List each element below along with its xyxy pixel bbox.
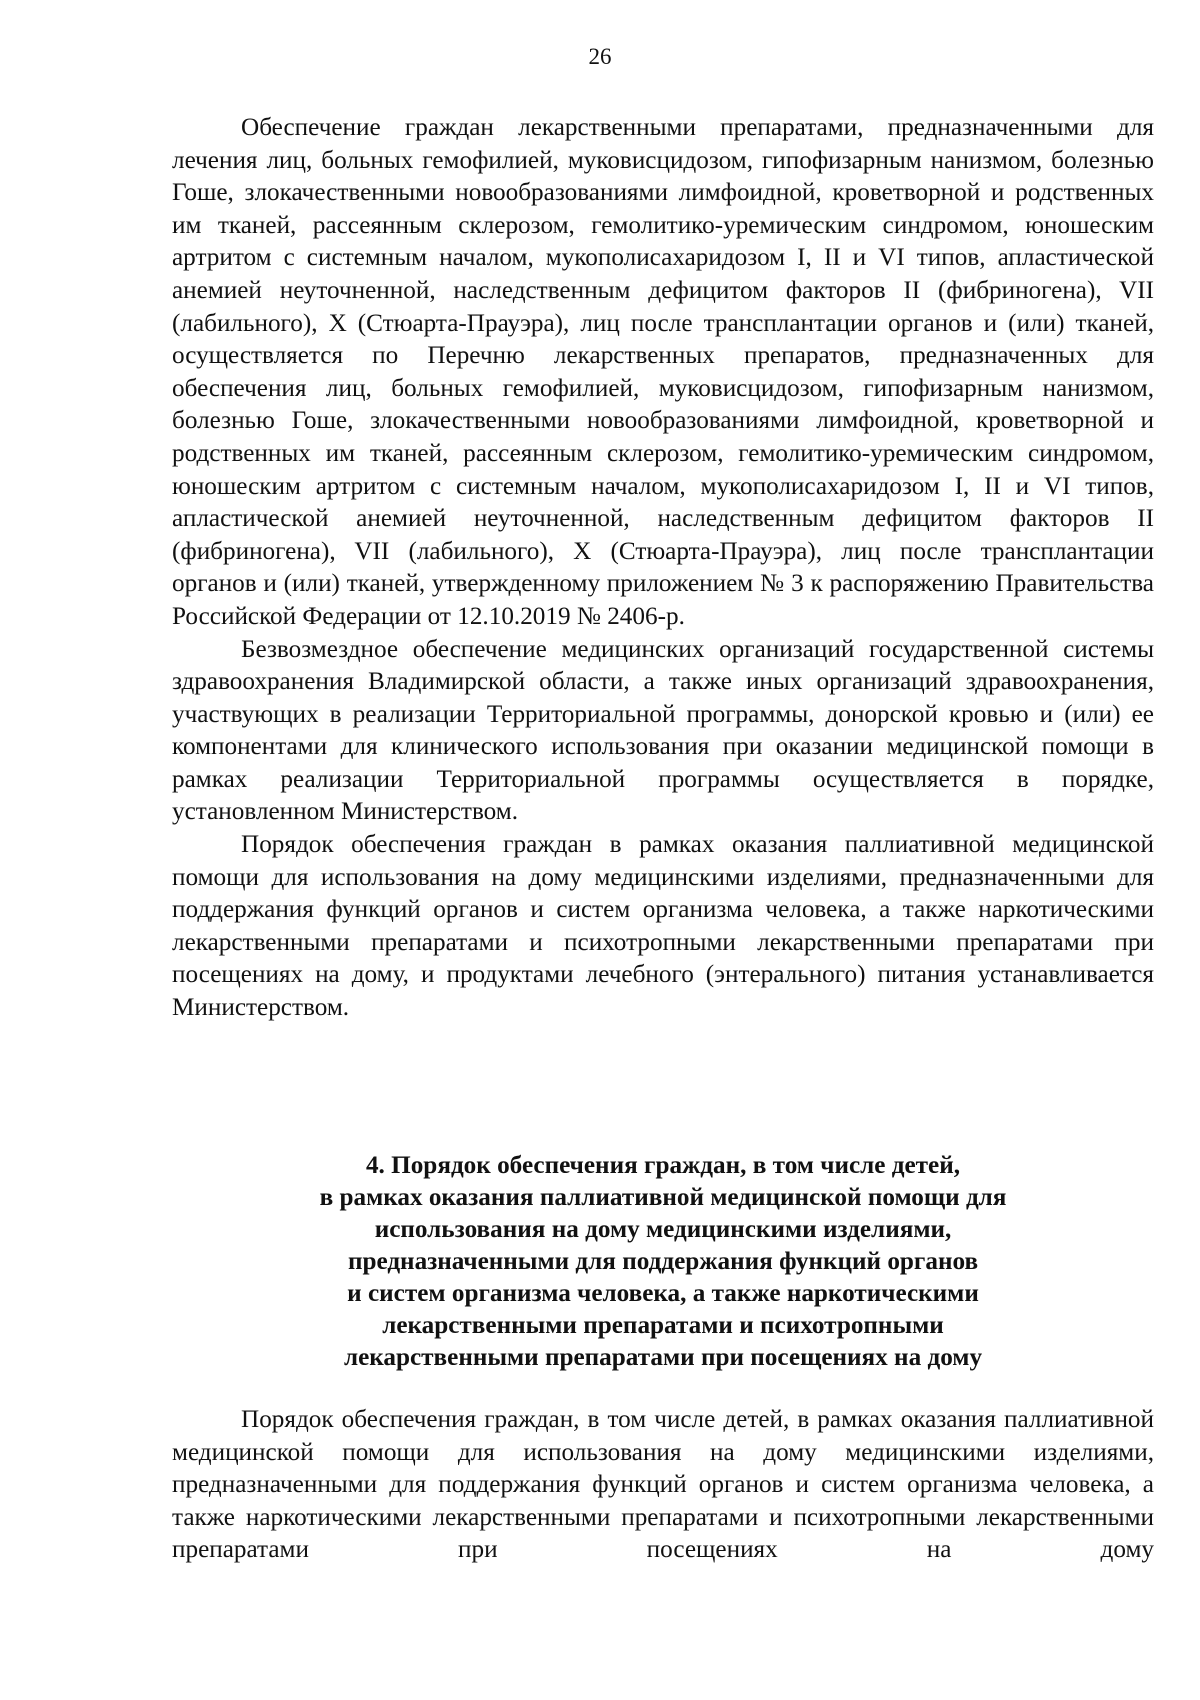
section-heading-line: в рамках оказания паллиативной медицинской помощи для	[319, 1184, 1007, 1211]
section-heading-line: лекарственными препаратами и психотропными	[382, 1312, 944, 1339]
section-heading-line: использования на дому медицинскими изделиями,	[374, 1216, 952, 1243]
section-heading-line: и систем организма человека, а также наркотическими	[347, 1280, 979, 1307]
section-heading-line: лекарственными препаратами при посещениях на дому	[343, 1344, 983, 1371]
paragraph-palliative-order: Порядок обеспечения граждан в рамках оказания паллиативной медицинской помощи для использования на дому медицинскими изделиями, предназначенными для поддержания функций органов и систем организма человека, а также наркотическими лекарственными препаратами и психотропными лекарственными препаратами при посещениях на дому, и продуктами лечебного (энтерального) питания устанавливается Министерством.	[172, 831, 1154, 1022]
paragraph-donor-blood: Безвозмездное обеспечение медицинских организаций государственной системы здравоохранения Владимирской области, а также иных организаций здравоохранения, участвующих в реализации Территориальной программы, донорской кровью и (или) ее компонентами для клинического использования при оказании медицинской помощи в рамках реализации Территориальной программы осуществляется в порядке, установленном Министерством.	[172, 635, 1154, 826]
page-number: 26	[588, 44, 612, 69]
section-heading	[172, 1150, 1154, 1374]
section-heading-line: предназначенными для поддержания функций органов	[347, 1248, 979, 1275]
section-heading-line: 4. Порядок обеспечения граждан, в том числе детей,	[365, 1152, 961, 1179]
section-body	[172, 1404, 1154, 1567]
paragraph-drug-provision: Обеспечение граждан лекарственными препаратами, предназначенными для лечения лиц, больных гемофилией, муковисцидозом, гипофизарным нанизмом, болезнью Гоше, злокачественными новообразованиями лимфоидной, кроветворной и родственных им тканей, рассеянным склерозом, гемолитико-уремическим синдромом, юношеским артритом с системным началом, мукополисахаридозом I, II и VI типов, апластической анемией неуточненной, наследственным дефицитом факторов II (фибриногена), VII (лабильного), X (Стюарта-Прауэра), лиц после трансплантации органов и (или) тканей, осуществляется по Перечню лекарственных препаратов, предназначенных для обеспечения лиц, больных гемофилией, муковисцидозом, гипофизарным нанизмом, болезнью Гоше, злокачественными новообразованиями лимфоидной, кроветворной и родственных им тканей, рассеянным склерозом, гемолитико-уремическим синдромом, юношеским артритом с системным началом, мукополисахаридозом I, II и VI типов, апластической анемией неуточненной, наследственным дефицитом факторов II (фибриногена), VII (лабильного), X (Стюарта-Прауэра), лиц после трансплантации органов и (или) тканей, утвержденному приложением № 3 к распоряжению Правительства Российской Федерации от 12.10.2019 № 2406-р.	[172, 114, 1154, 630]
body-paragraphs	[172, 112, 1154, 1025]
paragraph-section-4-intro: Порядок обеспечения граждан, в том числе детей, в рамках оказания паллиативной медицинской помощи для использования на дому медицинскими изделиями, предназначенными для поддержания функций органов и систем организма человека, а также наркотическими лекарственными препаратами и психотропными лекарственными препаратами при посещениях на дому	[172, 1406, 1154, 1564]
